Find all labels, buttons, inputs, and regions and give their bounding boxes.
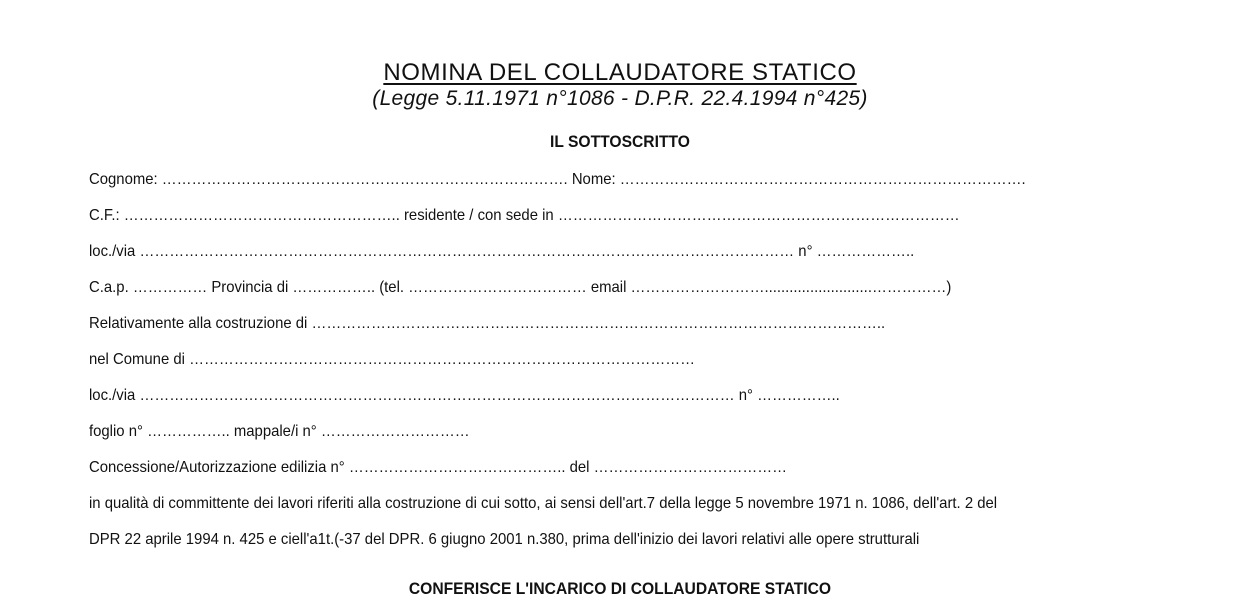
field-line-costruzione: Relativamente alla costruzione di ……………………………………………………………………………………………………..: [89, 315, 886, 332]
field-line-cognome-nome: Cognome: ………………………………………………………………………. Nome: ……………………………………………………………………….: [89, 171, 1026, 188]
field-line-comune: nel Comune di …………………………………………………………………………………………: [89, 351, 696, 368]
field-line-dati-catastali: foglio n° …………….. mappale/i n° …………………………: [89, 423, 470, 440]
field-line-localita-cantiere: loc./via ………………………………………………………………………………………………………… n° ……………..: [89, 387, 840, 404]
body-paragraph-line-2: DPR 22 aprile 1994 n. 425 e ciell'a1t.(-37 del DPR. 6 giugno 2001 n.380, prima dell'inizio dei lavori relativi alle opere strutturali: [89, 531, 920, 548]
document-subtitle: (Legge 5.11.1971 n°1086 - D.P.R. 22.4.1994 n°425): [372, 87, 868, 110]
section-heading-sottoscritto: IL SOTTOSCRITTO: [550, 132, 690, 151]
document-title: NOMINA DEL COLLAUDATORE STATICO: [383, 59, 857, 86]
field-line-concessione: Concessione/Autorizzazione edilizia n° …………………………………….. del …………………………………: [89, 459, 788, 476]
field-line-cap-provincia-contatti: C.a.p. …………… Provincia di …………….. (tel. ……………………………… email ………………………..........................……………): [89, 279, 952, 296]
section-heading-conferisce-incarico: CONFERISCE L'INCARICO DI COLLAUDATORE STATICO: [408, 579, 832, 598]
body-paragraph-line-1: in qualità di committente dei lavori riferiti alla costruzione di cui sotto, ai sensi dell'art.7 della legge 5 novembre 1971 n. 1086, dell'art. 2 del: [89, 495, 998, 512]
field-line-cf-residenza: C.F.: ……………………………………………….. residente / con sede in ………………………………………………………………………: [89, 207, 960, 224]
field-line-indirizzo: loc./via …………………………………………………………………………………………………………………… n° ………………..: [89, 243, 915, 260]
